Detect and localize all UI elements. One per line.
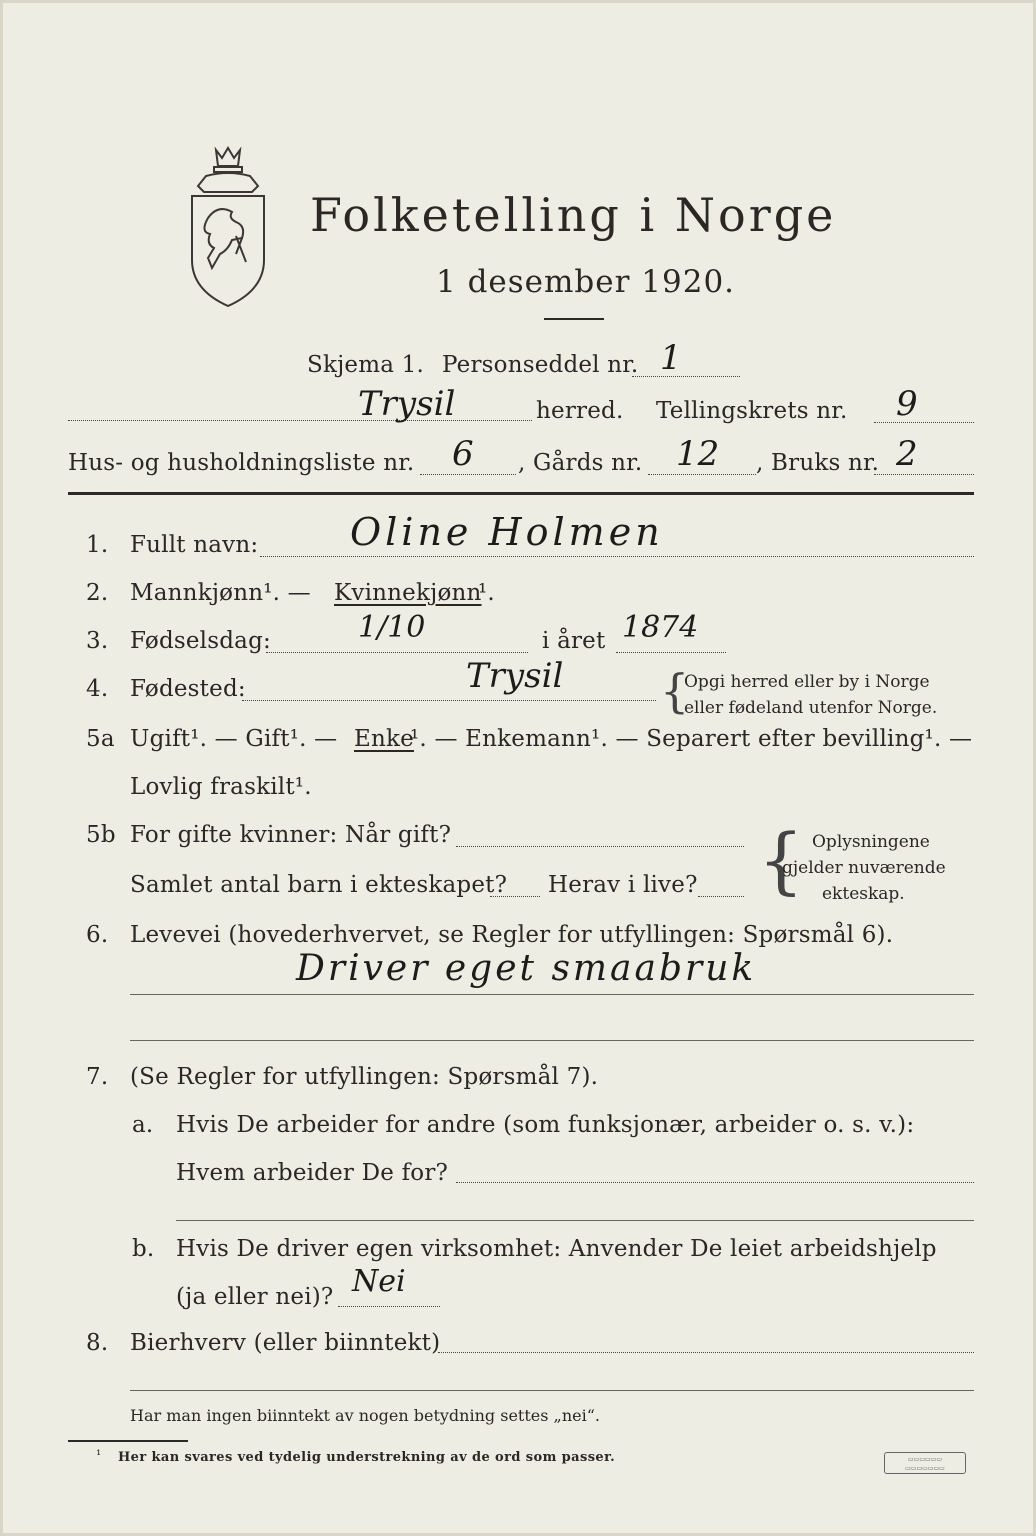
header-divider bbox=[68, 492, 974, 495]
personseddel-line bbox=[632, 376, 740, 377]
bruks-line bbox=[874, 474, 974, 475]
bruks-value: 2 bbox=[896, 434, 918, 474]
tellingskrets-value: 9 bbox=[896, 384, 918, 424]
hus-value: 6 bbox=[452, 434, 474, 474]
q7b-letter: b. bbox=[132, 1236, 155, 1262]
q7b-label: Hvis De driver egen virksomhet: Anvender De leiet arbeidshjelp bbox=[176, 1236, 937, 1262]
q5b-number: 5b bbox=[86, 822, 116, 848]
q3-day-line bbox=[266, 652, 528, 653]
herred-label: herred. bbox=[536, 398, 624, 424]
gards-label: , Gårds nr. bbox=[518, 450, 643, 476]
q6-label: Levevei (hovederhvervet, se Regler for utfyllingen: Spørsmål 6). bbox=[130, 922, 894, 948]
herred-line bbox=[68, 420, 532, 421]
q1-number: 1. bbox=[86, 532, 109, 558]
q6-line bbox=[130, 994, 974, 995]
q5b-note-1: Oplysningene bbox=[812, 832, 930, 852]
q7b-label-2: (ja eller nei)? bbox=[176, 1284, 334, 1310]
q8-line-1 bbox=[438, 1352, 974, 1353]
form-date: 1 desember 1920. bbox=[436, 264, 736, 300]
q5b-label-1: For gifte kvinner: Når gift? bbox=[130, 822, 452, 848]
footnote-text: Her kan svares ved tydelig understrekning av de ord som passer. bbox=[118, 1450, 616, 1465]
q3-label: Fødselsdag: bbox=[130, 628, 271, 654]
q2-female-label: Kvinnekjønn bbox=[334, 580, 482, 606]
q7b-value: Nei bbox=[352, 1264, 406, 1299]
footnote-divider bbox=[68, 1440, 188, 1442]
q5b-label-2: Samlet antal barn i ekteskapet? bbox=[130, 872, 508, 898]
q3-number: 3. bbox=[86, 628, 109, 654]
q1-value: Oline Holmen bbox=[350, 510, 664, 554]
q2-male-label: Mannkjønn¹. — bbox=[130, 580, 311, 606]
q5b-line-2 bbox=[490, 896, 540, 897]
q7a-label: Hvis De arbeider for andre (som funksjonær, arbeider o. s. v.): bbox=[176, 1112, 915, 1138]
q5b-line-3 bbox=[698, 896, 744, 897]
q6-number: 6. bbox=[86, 922, 109, 948]
q5a-text-a: Ugift¹. — Gift¹. — bbox=[130, 726, 338, 752]
q4-value: Trysil bbox=[466, 656, 564, 696]
q7-label: (Se Regler for utfyllingen: Spørsmål 7). bbox=[130, 1064, 599, 1090]
q8-number: 8. bbox=[86, 1330, 109, 1356]
q6-value: Driver eget smaabruk bbox=[296, 948, 757, 989]
q6-separator bbox=[130, 1040, 974, 1041]
tellingskrets-line bbox=[874, 422, 974, 423]
hus-label: Hus- og husholdningsliste nr. bbox=[68, 450, 415, 476]
q5a-text-c: ¹. — Enkemann¹. — Separert efter bevilling¹. — bbox=[410, 726, 973, 752]
footnote-mark: ¹ bbox=[96, 1448, 102, 1463]
q3-year-value: 1874 bbox=[622, 610, 699, 645]
q7b-line bbox=[338, 1306, 440, 1307]
personseddel-label: Personseddel nr. bbox=[442, 352, 639, 378]
q5b-line-1 bbox=[456, 846, 744, 847]
q5b-brace: { bbox=[758, 818, 804, 902]
herred-value: Trysil bbox=[358, 384, 456, 424]
q4-note-1: Opgi herred eller by i Norge bbox=[684, 672, 930, 692]
q4-line bbox=[242, 700, 656, 701]
q4-note-2: eller fødeland utenfor Norge. bbox=[684, 698, 938, 718]
q7a-line-2 bbox=[176, 1220, 974, 1221]
form-title: Folketelling i Norge bbox=[310, 188, 837, 242]
tellingskrets-label: Tellingskrets nr. bbox=[656, 398, 848, 424]
bruks-label: , Bruks nr. bbox=[756, 450, 880, 476]
biinntekt-note: Har man ingen biinntekt av nogen betydning settes „nei“. bbox=[130, 1406, 600, 1425]
q8-label: Bierhverv (eller biinntekt) bbox=[130, 1330, 441, 1356]
q7a-line-1 bbox=[456, 1182, 974, 1183]
q5b-note-2: gjelder nuværende bbox=[782, 858, 946, 878]
q1-line bbox=[260, 556, 974, 557]
hus-line bbox=[420, 474, 516, 475]
q4-brace: { bbox=[660, 664, 690, 718]
q3-day-value: 1/10 bbox=[358, 610, 426, 645]
q2-number: 2. bbox=[86, 580, 109, 606]
gards-value: 12 bbox=[676, 434, 720, 474]
q5a-number: 5a bbox=[86, 726, 115, 752]
q5b-note-3: ekteskap. bbox=[822, 884, 905, 904]
q4-number: 4. bbox=[86, 676, 109, 702]
q8-line-2 bbox=[130, 1390, 974, 1391]
q7-number: 7. bbox=[86, 1064, 109, 1090]
q1-label: Fullt navn: bbox=[130, 532, 259, 558]
q5a-text-d: Lovlig fraskilt¹. bbox=[130, 774, 312, 800]
q2-female-mark: ¹. bbox=[478, 580, 495, 606]
personseddel-value: 1 bbox=[660, 338, 682, 378]
q7a-label-2: Hvem arbeider De for? bbox=[176, 1160, 449, 1186]
gards-line bbox=[648, 474, 756, 475]
q7a-letter: a. bbox=[132, 1112, 154, 1138]
q4-label: Fødested: bbox=[130, 676, 246, 702]
q5a-enke: Enke bbox=[354, 726, 414, 752]
printer-stamp: ▭▭▭▭▭▭ ▭▭▭▭▭▭▭ bbox=[884, 1452, 966, 1474]
title-divider bbox=[544, 318, 604, 320]
coat-of-arms-icon bbox=[186, 140, 270, 310]
q5b-label-3: Herav i live? bbox=[548, 872, 698, 898]
q3-year-line bbox=[616, 652, 726, 653]
q3-year-label: i året bbox=[542, 628, 606, 654]
skjema-label: Skjema 1. bbox=[307, 352, 425, 378]
